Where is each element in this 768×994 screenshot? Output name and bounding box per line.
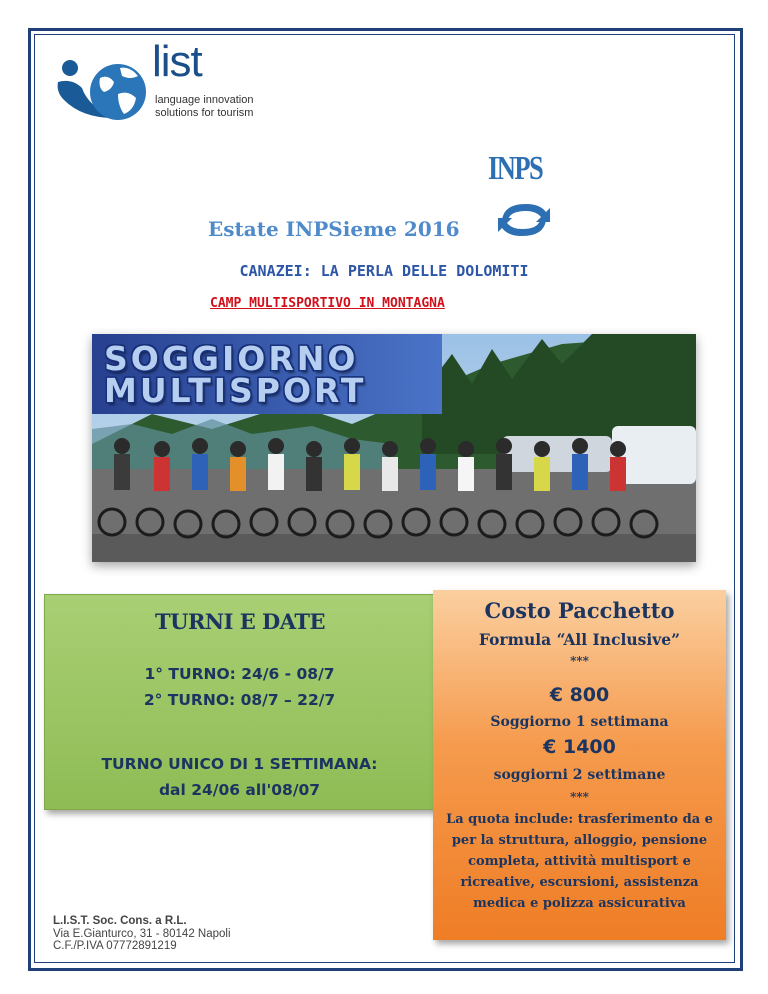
- photo-title-line-2: MULTISPORT: [104, 371, 367, 410]
- list-logo-tagline: [155, 94, 253, 120]
- group-photo: [92, 334, 696, 562]
- include-line-1: La quota include: trasferimento da e: [446, 812, 713, 827]
- turni-title: TURNI E DATE: [155, 609, 326, 634]
- footer-address: Via E.Gianturco, 31 - 80142 Napoli: [53, 927, 231, 940]
- company-footer: [53, 915, 231, 953]
- estate-title: Estate INPSieme 2016: [208, 217, 460, 241]
- inps-logo-word: INPS: [488, 150, 543, 187]
- include-line-5: medica e polizza assicurativa: [473, 896, 686, 911]
- footer-vat: C.F./P.IVA 07772891219: [53, 940, 177, 952]
- include-line-3: completa, attività multisport e: [468, 854, 691, 869]
- photo-title-line-1: SOGGIORNO: [104, 339, 359, 378]
- list-logo-word: list: [152, 37, 202, 86]
- turno-unico-title: TURNO UNICO DI 1 SETTIMANA:: [101, 755, 378, 773]
- include-line-2: per la struttura, alloggio, pensione: [451, 833, 708, 848]
- tagline-line-1: language innovation: [155, 94, 254, 106]
- inps-arrows-icon: [494, 198, 554, 242]
- turno-unico-dates: dal 24/06 all'08/07: [158, 781, 321, 799]
- turno-2: 2° TURNO: 08/7 – 22/7: [143, 691, 336, 709]
- camp-subtitle: CAMP MULTISPORTIVO IN MONTAGNA: [210, 296, 445, 311]
- formula-label: Formula “All Inclusive”: [478, 630, 681, 649]
- footer-company: L.I.S.T. Soc. Cons. a R.L.: [53, 915, 187, 927]
- turni-box: [44, 594, 435, 810]
- separator-1: ***: [570, 654, 589, 668]
- price-2-desc: soggiorni 2 settimane: [493, 767, 666, 783]
- price-2: € 1400: [543, 736, 616, 758]
- separator-2: ***: [570, 790, 589, 804]
- costo-title: Costo Pacchetto: [484, 598, 675, 623]
- location-title: CANAZEI: LA PERLA DELLE DOLOMITI: [239, 262, 529, 280]
- price-1: € 800: [549, 684, 610, 706]
- price-1-desc: Soggiorno 1 settimana: [490, 714, 669, 730]
- globe-icon: [52, 48, 162, 128]
- include-line-4: ricreative, escursioni, assistenza: [460, 875, 699, 890]
- turno-1: 1° TURNO: 24/6 - 08/7: [144, 665, 335, 683]
- tagline-line-2: solutions for tourism: [155, 107, 254, 119]
- costo-box: [433, 590, 726, 940]
